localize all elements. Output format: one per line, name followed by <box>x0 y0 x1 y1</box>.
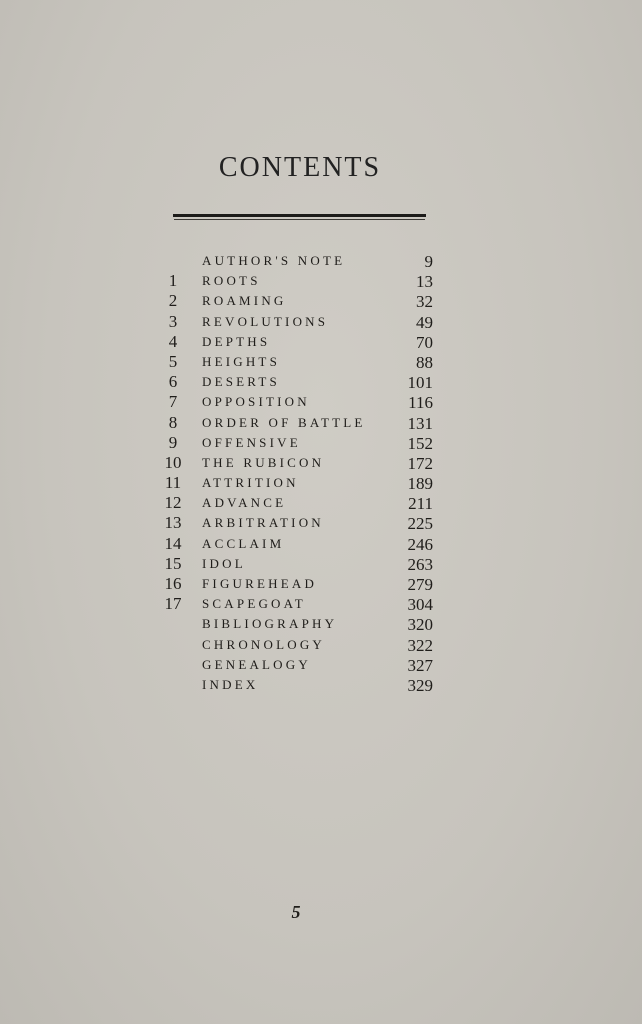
contents-list <box>160 250 450 694</box>
chapter-number: 1 <box>168 271 178 291</box>
contents-entry <box>160 432 450 452</box>
chapter-title: ADVANCE <box>202 495 287 511</box>
chapter-number: 3 <box>168 311 178 331</box>
contents-entry <box>160 371 450 391</box>
chapter-title: OFFENSIVE <box>202 434 301 450</box>
chapter-number: 10 <box>164 452 182 472</box>
chapter-number: 8 <box>168 412 178 432</box>
chapter-title: ORDER OF BATTLE <box>202 414 366 430</box>
contents-entry <box>160 270 450 290</box>
contents-entry <box>160 613 450 633</box>
contents-entry <box>160 391 450 411</box>
contents-entry <box>160 553 450 573</box>
page-reference: 279 <box>407 575 433 594</box>
page-reference: 225 <box>407 514 433 534</box>
page-reference: 263 <box>407 554 433 574</box>
chapter-number: 17 <box>164 594 182 614</box>
page-reference: 172 <box>407 453 433 473</box>
chapter-title: ROOTS <box>202 273 261 289</box>
page-reference: 88 <box>416 352 433 372</box>
page-reference: 49 <box>416 312 433 332</box>
chapter-number: 4 <box>168 331 178 351</box>
page-reference: 101 <box>407 373 433 393</box>
page-reference: 131 <box>407 413 433 433</box>
chapter-title: GENEALOGY <box>202 656 311 672</box>
contents-entry <box>160 311 450 331</box>
contents-entry <box>160 492 450 512</box>
contents-entry <box>160 533 450 553</box>
chapter-number: 13 <box>164 513 182 533</box>
contents-entry <box>160 674 450 694</box>
page-reference: 320 <box>407 615 433 635</box>
page-reference: 327 <box>407 655 433 675</box>
chapter-title: DESERTS <box>202 374 280 390</box>
page-reference: 329 <box>407 675 433 695</box>
chapter-title: REVOLUTIONS <box>202 313 329 329</box>
page-number: 5 <box>291 902 301 922</box>
chapter-title: IDOL <box>202 555 246 571</box>
page-reference: 246 <box>407 534 433 554</box>
title-rule <box>173 214 426 217</box>
chapter-title: ATTRITION <box>202 475 299 491</box>
chapter-number: 11 <box>164 473 182 493</box>
page-reference: 70 <box>416 332 433 352</box>
chapter-number: 5 <box>168 351 178 371</box>
page-reference: 152 <box>407 433 433 453</box>
chapter-title: ROAMING <box>202 293 287 309</box>
page-title: CONTENTS <box>218 152 382 183</box>
chapter-title: INDEX <box>202 676 259 692</box>
contents-entry <box>160 573 450 593</box>
page-reference: 116 <box>408 393 433 413</box>
contents-entry <box>160 654 450 674</box>
contents-entry <box>160 452 450 472</box>
page-reference: 32 <box>416 292 433 312</box>
page-reference: 211 <box>408 494 433 514</box>
page-reference: 13 <box>416 272 433 292</box>
chapter-title: OPPOSITION <box>202 394 310 410</box>
chapter-title: HEIGHTS <box>202 353 281 369</box>
contents-entry <box>160 412 450 432</box>
contents-entry <box>160 290 450 310</box>
chapter-title: DEPTHS <box>202 333 271 349</box>
chapter-title: ACCLAIM <box>202 535 285 551</box>
chapter-title: BIBLIOGRAPHY <box>202 616 338 632</box>
chapter-title: SCAPEGOAT <box>202 596 306 612</box>
chapter-title: FIGUREHEAD <box>202 576 318 591</box>
chapter-number: 12 <box>164 493 182 513</box>
chapter-title: ARBITRATION <box>202 515 324 531</box>
page-reference: 9 <box>424 252 433 271</box>
contents-entry <box>160 250 450 270</box>
contents-entry <box>160 331 450 351</box>
page-reference: 189 <box>407 474 433 494</box>
page-reference: 322 <box>407 635 433 655</box>
chapter-number: 7 <box>168 392 178 412</box>
chapter-number: 9 <box>168 432 178 452</box>
chapter-number: 6 <box>168 372 178 392</box>
chapter-number: 14 <box>164 533 182 553</box>
contents-entry <box>160 593 450 613</box>
chapter-title: AUTHOR'S NOTE <box>202 253 346 268</box>
contents-entry <box>160 351 450 371</box>
chapter-title: CHRONOLOGY <box>202 636 325 652</box>
chapter-number: 2 <box>168 291 178 311</box>
contents-entry <box>160 512 450 532</box>
contents-entry <box>160 634 450 654</box>
chapter-title: THE RUBICON <box>202 454 325 470</box>
chapter-number: 16 <box>164 574 182 593</box>
contents-entry <box>160 472 450 492</box>
chapter-number: 15 <box>164 553 182 573</box>
page-reference: 304 <box>407 595 433 615</box>
